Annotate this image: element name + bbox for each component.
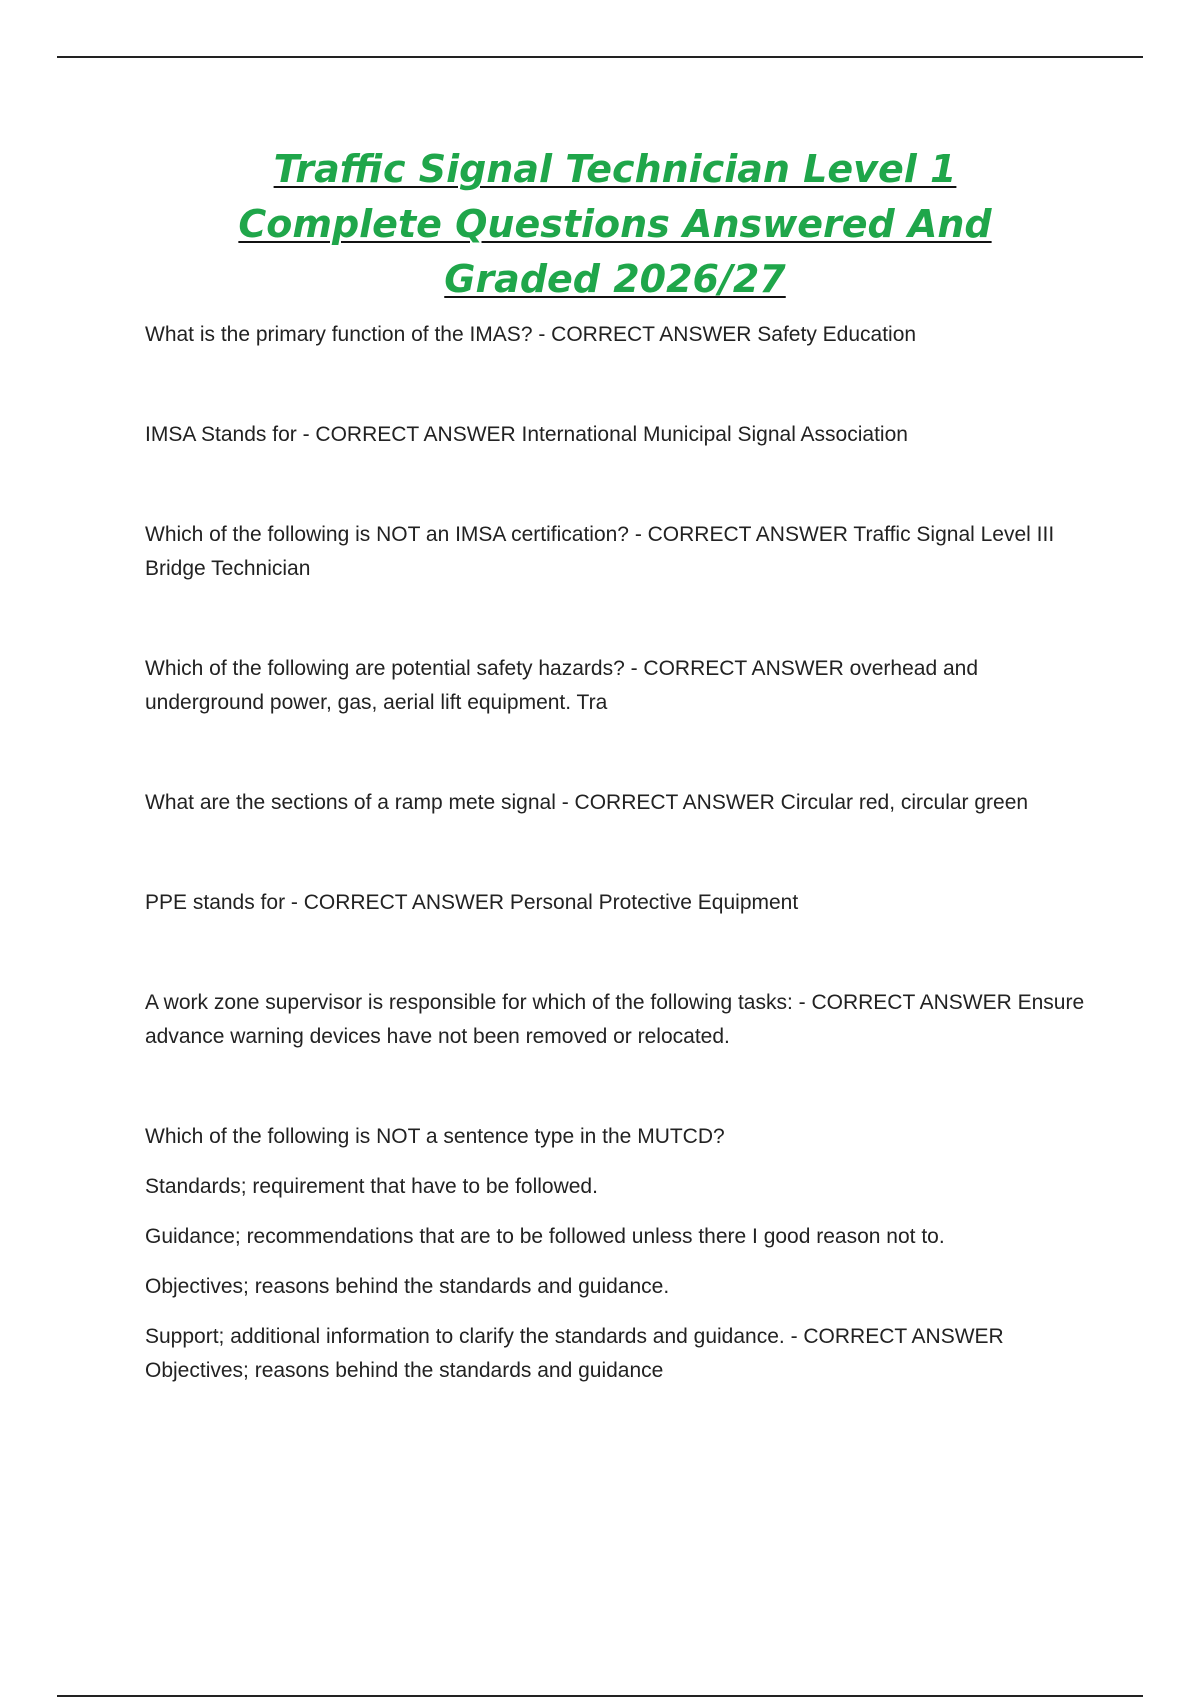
qa-item bbox=[145, 418, 1085, 452]
qa-list bbox=[145, 318, 1085, 1454]
qa-text: PPE stands for - CORRECT ANSWER Personal Protective Equipment bbox=[145, 891, 799, 914]
qa-text: What is the primary function of the IMAS? - CORRECT ANSWER Safety Education bbox=[145, 323, 917, 346]
mutcd-question: Which of the following is NOT a sentence type in the MUTCD? bbox=[145, 1125, 725, 1148]
qa-item bbox=[145, 986, 1085, 1054]
qa-text: Which of the following are potential safety hazards? - CORRECT ANSWER overhead and underground power, gas, aerial lift equipment. Tra bbox=[145, 657, 979, 714]
mutcd-option: Guidance; recommendations that are to be followed unless there I good reason not to. bbox=[145, 1225, 945, 1248]
qa-text: Which of the following is NOT an IMSA certification? - CORRECT ANSWER Traffic Signal Level III Bridge Technician bbox=[145, 523, 1055, 580]
qa-item bbox=[145, 518, 1085, 586]
title-line-1: Traffic Signal Technician Level 1 bbox=[273, 147, 957, 191]
top-rule bbox=[57, 56, 1143, 58]
document-title bbox=[100, 142, 1130, 307]
mutcd-option: Standards; requirement that have to be followed. bbox=[145, 1175, 598, 1198]
bottom-rule bbox=[57, 1695, 1143, 1697]
qa-text: A work zone supervisor is responsible for which of the following tasks: - CORRECT ANSWER Ensure advance warning devices have not been removed or relocated. bbox=[145, 991, 1085, 1048]
qa-item-mutcd bbox=[145, 1120, 1085, 1388]
mutcd-option: Objectives; reasons behind the standards and guidance. bbox=[145, 1275, 670, 1298]
mutcd-option-answer: Support; additional information to clarify the standards and guidance. - CORRECT ANSWER Objectives; reasons behind the standards and guidance bbox=[145, 1325, 1004, 1382]
qa-item bbox=[145, 786, 1085, 820]
qa-item bbox=[145, 886, 1085, 920]
qa-text: What are the sections of a ramp mete signal - CORRECT ANSWER Circular red, circular green bbox=[145, 791, 1029, 814]
qa-item bbox=[145, 318, 1085, 352]
qa-text: IMSA Stands for - CORRECT ANSWER International Municipal Signal Association bbox=[145, 423, 908, 446]
title-line-2: Complete Questions Answered And bbox=[238, 202, 992, 246]
qa-item bbox=[145, 652, 1085, 720]
title-line-3: Graded 2026/27 bbox=[444, 257, 786, 301]
